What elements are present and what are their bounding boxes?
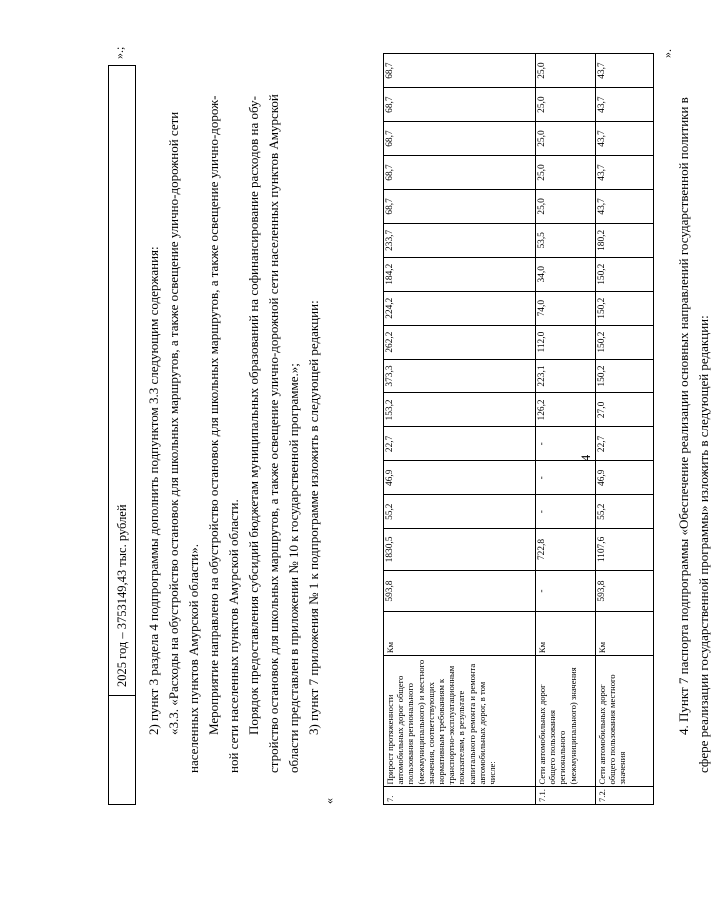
row-value: 722,8 (536, 529, 596, 571)
paragraph-line: Порядок предоставления субсидий бюджетам муниципальных образований на софинансирование расходов на обу- (246, 96, 261, 735)
row-value: 68,7 (384, 189, 536, 223)
row-value: 224,2 (384, 291, 536, 325)
row-value: 593,8 (384, 570, 536, 612)
table-end-mark: ». (660, 49, 674, 58)
row-value: 150,2 (596, 291, 654, 325)
row-name: Сети автомобильных дорог общего пользования местного значения (596, 656, 654, 787)
financing-row (108, 65, 136, 805)
row-value: 233,7 (384, 223, 536, 257)
paragraph-line: области представлен в приложении № 10 к государственной программе.»; (286, 363, 301, 773)
financing-year-text: 2025 год – 3753149,43 тыс. рублей (115, 504, 129, 687)
row-value: 46,9 (384, 461, 536, 495)
paragraph-line: «3.3. «Расходы на обустройство остановок для школьных маршрутов, а также освещение улично-дорожной сети (166, 111, 181, 735)
row-name: Сети автомобильных дорог общего пользования регионального (межмуниципального) значения (536, 656, 596, 787)
page-number: 4 (578, 454, 593, 462)
table-open-quote: « (322, 798, 336, 804)
row-value: 150,2 (596, 257, 654, 291)
row-value: 150,2 (596, 359, 654, 393)
financing-row-label-cell (108, 695, 136, 805)
row-unit: Км (384, 612, 536, 656)
row-value: - (536, 427, 596, 461)
row-value: 223,1 (536, 359, 596, 393)
row-number: 7. (384, 787, 536, 805)
row-value: 25,0 (536, 156, 596, 190)
table-row (536, 54, 596, 805)
row-name: Прирост протяженности автомобильных дорог общего пользования регионального (межмуниципального) и местного значения, соответствующих нормативным требованиям к транспортно-эксплуатационным показателям, в результате капитального ремонта и ремонта автомобильных дорог, в том числе: (384, 656, 536, 787)
row-value: 55,2 (596, 495, 654, 529)
row-value: 43,7 (596, 122, 654, 156)
row-value: 22,7 (596, 427, 654, 461)
row-value: 68,7 (384, 88, 536, 122)
row-value: 25,0 (536, 189, 596, 223)
paragraph-line: сфере реализации государственной программы» изложить в следующей редакции: (696, 315, 711, 773)
table-row (384, 54, 536, 805)
paragraph-line: Мероприятие направлено на обустройство остановок для школьных маршрутов, а также освещение улично-дорож- (206, 95, 221, 735)
row-value: 25,0 (536, 54, 596, 88)
paragraph-line: стройство остановок для школьных маршрутов, а также освещение улично-дорожной сети населенных пунктов Амурской (266, 94, 281, 773)
financing-end-mark: ».; (112, 46, 126, 59)
financing-row-value-cell (108, 65, 136, 696)
table-row (596, 54, 654, 805)
row-unit: Км (536, 612, 596, 656)
row-value: 53,5 (536, 223, 596, 257)
row-value: 373,3 (384, 359, 536, 393)
row-value: 34,0 (536, 257, 596, 291)
row-value: 1107,6 (596, 529, 654, 571)
row-value: 43,7 (596, 88, 654, 122)
row-value: 43,7 (596, 54, 654, 88)
row-value: 74,0 (536, 291, 596, 325)
row-value: 593,8 (596, 570, 654, 612)
row-value: 1830,5 (384, 529, 536, 571)
row-value: 180,2 (596, 223, 654, 257)
paragraph-line: 2) пункт 3 раздела 4 подпрограммы дополнить подпунктом 3.3 следующим содержания: (146, 246, 161, 735)
row-value: 43,7 (596, 156, 654, 190)
paragraph-line: 3) пункт 7 приложения № 1 к подпрограмме изложить в следующей редакции: (306, 300, 321, 735)
paragraph-line: ной сети населенных пунктов Амурской области. (226, 499, 241, 773)
row-value: 153,2 (384, 393, 536, 427)
indicator-table (383, 53, 654, 805)
row-value: 27,0 (596, 393, 654, 427)
row-number: 7.1. (536, 787, 596, 805)
row-value: 43,7 (596, 189, 654, 223)
row-value: - (536, 570, 596, 612)
rotated-content (100, 35, 711, 835)
row-value: 184,2 (384, 257, 536, 291)
row-value: 150,2 (596, 325, 654, 359)
paragraph-line: населенных пунктов Амурской области». (186, 544, 201, 773)
row-value: 68,7 (384, 122, 536, 156)
row-unit: Км (596, 612, 654, 656)
row-value: 25,0 (536, 122, 596, 156)
row-value: 68,7 (384, 54, 536, 88)
row-value: 46,9 (596, 461, 654, 495)
row-value: - (536, 495, 596, 529)
row-value: 22,7 (384, 427, 536, 461)
row-value: 112,0 (536, 325, 596, 359)
row-value: 126,2 (536, 393, 596, 427)
row-number: 7.2. (596, 787, 654, 805)
row-value: 25,0 (536, 88, 596, 122)
paragraph-line: 4. Пункт 7 паспорта подпрограммы «Обеспечение реализации основных направлений государственной политики в (676, 97, 691, 735)
row-value: 55,2 (384, 495, 536, 529)
row-value: - (536, 461, 596, 495)
row-value: 262,2 (384, 325, 536, 359)
row-value: 68,7 (384, 156, 536, 190)
